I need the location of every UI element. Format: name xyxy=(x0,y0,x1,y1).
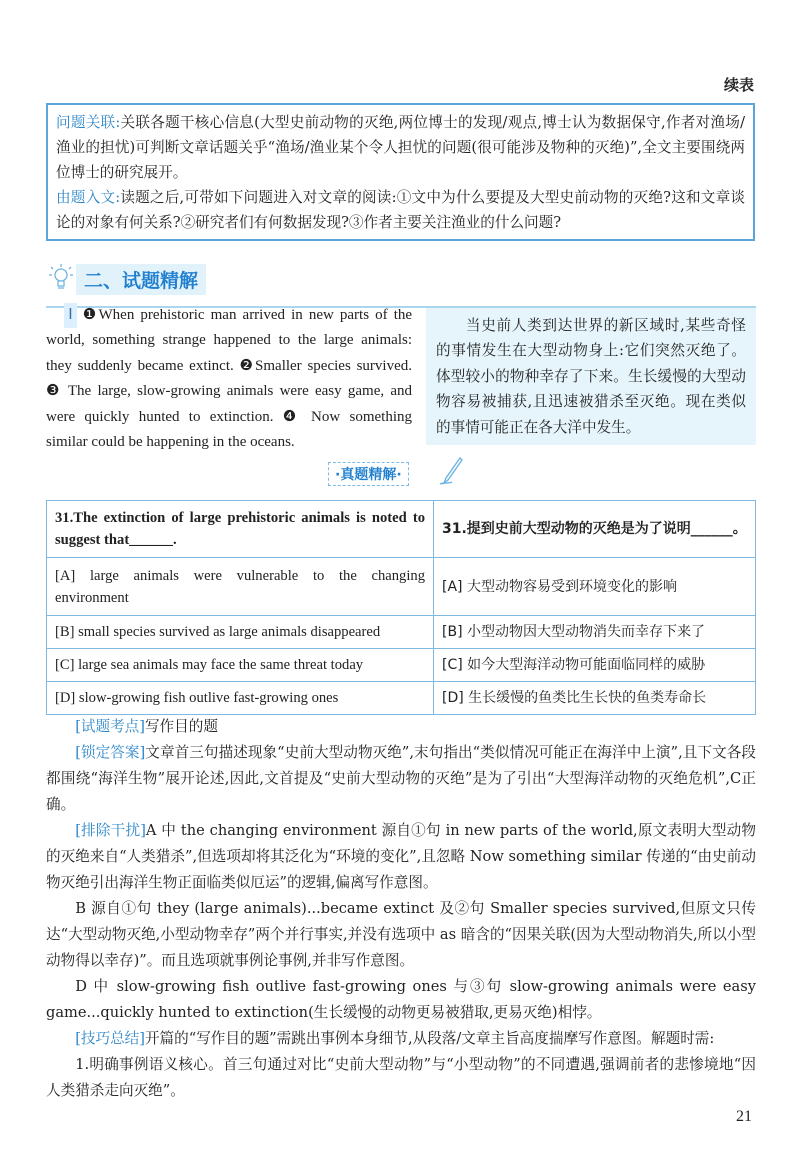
info-label: 问题关联: xyxy=(56,114,121,131)
analysis-paragraph xyxy=(46,974,756,1026)
info-box xyxy=(46,103,755,241)
analysis-paragraph xyxy=(46,714,756,740)
translation-text: 当史前人类到达世界的新区域时,某些奇怪的事情发生在大型动物身上:它们突然灭绝了。体型较小的物种幸存了下来。生长缓慢的大型动物容易被捕获,且迅速被猎杀至灭绝。现在类似的事情可能正在各大洋中发生。 xyxy=(436,317,746,436)
question-cn: 31.提到史前大型动物的灭绝是为了说明______。 xyxy=(434,501,756,558)
analysis-text: 文章首三句描述现象“史前大型动物灭绝”,末句指出“类似情况可能正在海洋中上演”,且下文各段都围绕“海洋生物”展开论述,因此,文首提及“史前大型动物的灭绝”是为了引出“大型海洋动物的灭绝危机”,C正确。 xyxy=(46,744,757,813)
analysis-section xyxy=(46,714,756,1104)
analysis-label: [排除干扰] xyxy=(75,822,146,839)
pen-icon xyxy=(438,456,464,486)
passage-translation xyxy=(426,308,756,445)
analysis-label: [试题考点] xyxy=(75,718,145,735)
question-en: 31.The extinction of large prehistoric animals is noted to suggest that______. xyxy=(47,501,434,558)
analysis-paragraph xyxy=(46,896,756,974)
passage-text xyxy=(46,303,412,455)
table-row xyxy=(47,649,756,682)
lightbulb-icon xyxy=(48,262,74,292)
info-text: 关联各题干核心信息(大型史前动物的灭绝,两位博士的发现/观点,博士认为数据保守,作者对渔场/渔业的担忧)可判断文章话题关乎“渔场/渔业某个令人担忧的问题(很可能涉及物种的灭绝)”,全文主要围绕两位博士的研究展开。 xyxy=(56,114,745,181)
analysis-label: [锁定答案] xyxy=(75,744,146,761)
info-label: 由题入文: xyxy=(56,189,121,206)
info-item xyxy=(56,185,745,235)
analysis-paragraph xyxy=(46,1052,756,1104)
subsection-tag: ·真题精解· xyxy=(328,462,409,486)
analysis-label: [技巧总结] xyxy=(75,1030,145,1047)
option-en: [D] slow-growing fish outlive fast-growing ones xyxy=(47,682,434,715)
table-row xyxy=(47,501,756,558)
analysis-text: B 源自①句 they (large animals)...became extinct 及②句 Smaller species survived,但原文只传达“大型动物灭绝,小型动物幸存”两个并行事实,并没有选项中 as 暗含的“因果关联(因为大型动物消失,所以小型动物得以幸存)”。而且选项就事例论事例,并非写作意图。 xyxy=(46,900,756,969)
passage-body: ❶When prehistoric man arrived in new parts of the world, something strange happened to the large animals: they suddenly became extinct. ❷Smaller species survived. ❸ The large, slow-growing animals were easy game, and were quickly hunted to extinction. ❹ Now something similar could be happening in the oceans. xyxy=(46,307,413,451)
question-table xyxy=(46,500,756,715)
continued-label: 续表 xyxy=(723,76,754,94)
analysis-paragraph xyxy=(46,740,756,818)
section-header xyxy=(46,260,756,308)
option-cn: [D] 生长缓慢的鱼类比生长快的鱼类寿命长 xyxy=(434,682,756,715)
option-en: [A] large animals were vulnerable to the changing environment xyxy=(47,558,434,616)
info-item xyxy=(56,110,745,185)
section-title: 二、试题精解 xyxy=(76,264,206,295)
paragraph-number: Ⅰ xyxy=(64,303,76,328)
option-cn: [C] 如今大型海洋动物可能面临同样的威胁 xyxy=(434,649,756,682)
option-en: [B] small species survived as large animals disappeared xyxy=(47,616,434,649)
analysis-paragraph xyxy=(46,818,756,896)
option-cn: [B] 小型动物因大型动物消失而幸存下来了 xyxy=(434,616,756,649)
analysis-text: D 中 slow-growing fish outlive fast-growing ones 与③句 slow-growing animals were easy game...quickly hunted to extinction(生长缓慢的动物更易被猎取,更易灭绝)相悖。 xyxy=(46,978,756,1021)
analysis-text: 写作目的题 xyxy=(144,718,218,735)
analysis-text: A 中 the changing environment 源自①句 in new parts of the world,原文表明大型动物的灭绝来自“人类猎杀”,但选项却将其泛化为“环境的变化”,且忽略 Now something similar 传递的“由史前动物灭绝引出海洋生物正面临类似厄运”的逻辑,偏离写作意图。 xyxy=(46,822,756,891)
option-en: [C] large sea animals may face the same threat today xyxy=(47,649,434,682)
analysis-text: 开篇的“写作目的题”需跳出事例本身细节,从段落/文章主旨高度揣摩写作意图。解题时需: xyxy=(144,1030,715,1047)
table-row xyxy=(47,682,756,715)
analysis-paragraph xyxy=(46,1026,756,1052)
page-number: 21 xyxy=(736,1108,752,1125)
option-cn: [A] 大型动物容易受到环境变化的影响 xyxy=(434,558,756,616)
table-row xyxy=(47,616,756,649)
analysis-text: 1.明确事例语义核心。首三句通过对比“史前大型动物”与“小型动物”的不同遭遇,强调前者的悲惨境地“因人类猎杀走向灭绝”。 xyxy=(46,1056,756,1099)
info-text: 读题之后,可带如下问题进入对文章的阅读:①文中为什么要提及大型史前动物的灭绝?这和文章谈论的对象有何关系?②研究者们有何数据发现?③作者主要关注渔业的什么问题? xyxy=(56,189,745,231)
table-row xyxy=(47,558,756,616)
